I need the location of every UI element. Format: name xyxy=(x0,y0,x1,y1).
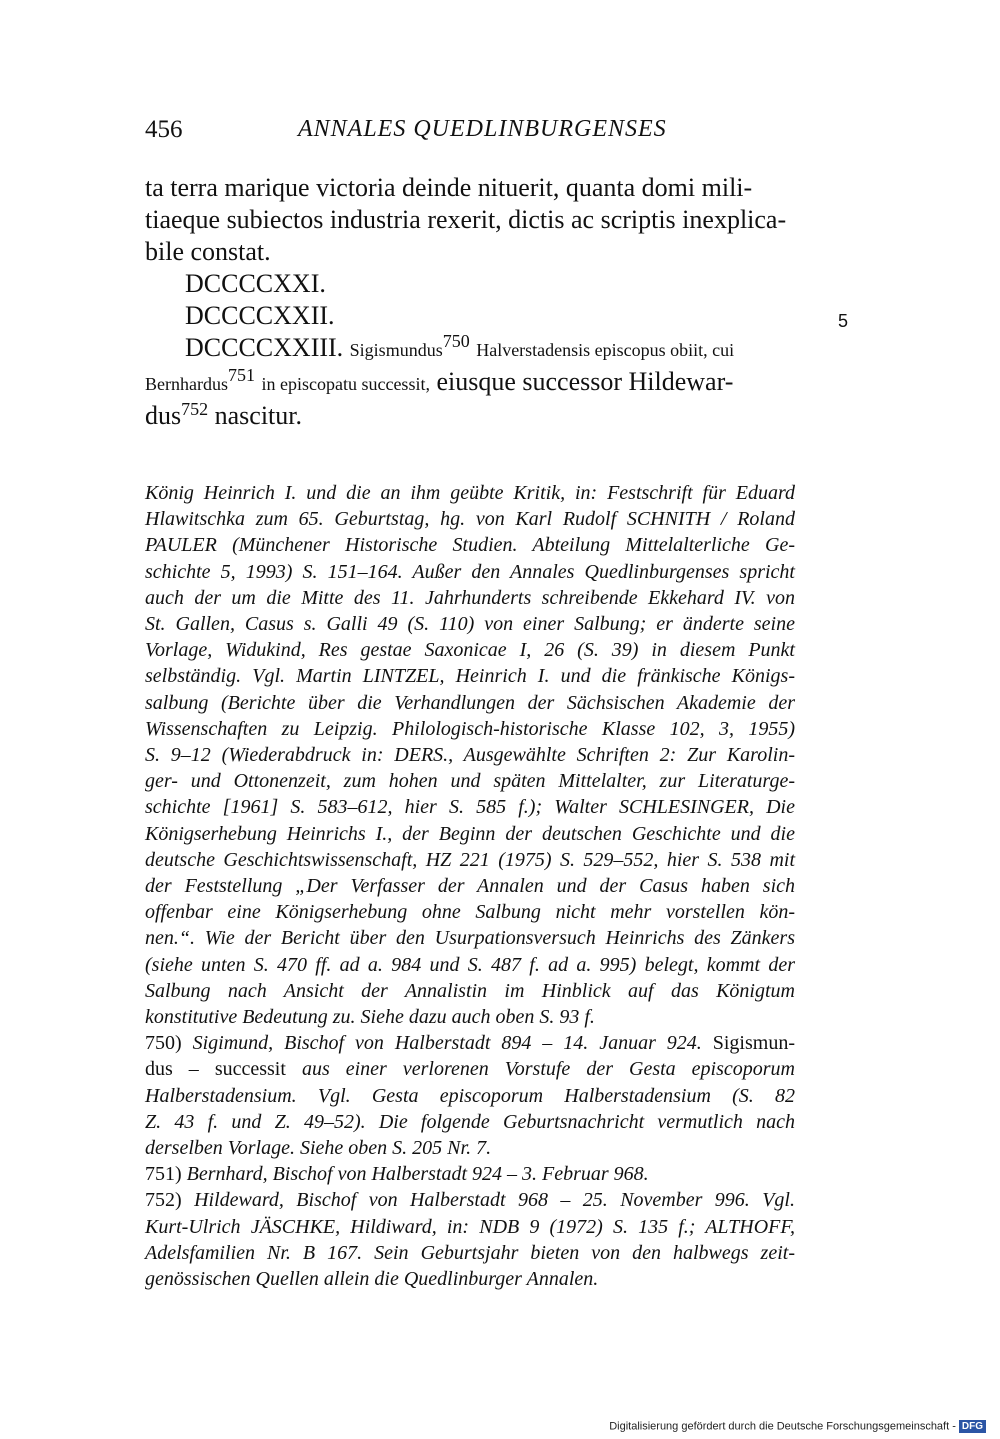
text-line: bile constat. xyxy=(145,237,271,266)
entry-text: nascitur. xyxy=(214,401,302,430)
note-line xyxy=(145,1056,795,1082)
text-line: ta terra marique victoria deinde nituerit, quanta domi mili- xyxy=(145,173,753,202)
entry-text: dus xyxy=(145,401,182,430)
note-line: PAULER (Münchener Historische Studien. Abteilung Mittelalterliche Ge- xyxy=(145,534,795,557)
note-line: Wissenschaften zu Leipzig. Philologisch-historische Klasse 102, 3, 1955) xyxy=(145,717,795,740)
note-lemma: dus – successit xyxy=(145,1058,286,1081)
year-heading-923: DCCCCXXIII. xyxy=(185,333,344,362)
entry-text: Halverstadensis episcopus obiit, cui xyxy=(476,340,735,360)
note-line: Kurt-Ulrich JÄSCHKE, Hildiward, in: NDB 9 (1972) S. 135 f.; ALTHOFF, xyxy=(145,1215,795,1238)
credit-text: Digitalisierung gefördert durch die Deutsche Forschungsgemeinschaft - xyxy=(609,1420,956,1433)
note-line: deutsche Geschichtswissenschaft, HZ 221 (1975) S. 529–552, hier S. 538 mit xyxy=(145,848,795,871)
running-title: ANNALES QUEDLINBURGENSES xyxy=(298,116,667,142)
note-line: genössischen Quellen allein die Quedlinburger Annalen. xyxy=(145,1268,599,1291)
note-text: Bernhard, Bischof von Halberstadt 924 – 3. Februar 968. xyxy=(186,1163,649,1186)
note-line: konstitutive Bedeutung zu. Siehe dazu auch oben S. 93 f. xyxy=(145,1006,595,1029)
note-line: S. 9–12 (Wiederabdruck in: DERS., Ausgewählte Schriften 2: Zur Karolin- xyxy=(145,744,795,767)
note-line: auch der um die Mitte des 11. Jahrhunderts schreibende Ekkehard IV. von xyxy=(145,586,795,609)
note-line: derselben Vorlage. Siehe oben S. 205 Nr. 7. xyxy=(145,1137,492,1160)
note-line: ger- und Ottonenzeit, zum hohen und späten Mittelalter, zur Literaturge- xyxy=(145,770,795,793)
footnote-752 xyxy=(145,1187,795,1213)
footnote-ref-752: 752 xyxy=(181,399,209,419)
entry-text: in episcopatu successit, xyxy=(261,374,430,394)
footnote-751 xyxy=(145,1161,795,1187)
footnotes xyxy=(145,480,795,1292)
note-line: St. Gallen, Casus s. Galli 49 (S. 110) von einer Salbung; er änderte seine xyxy=(145,613,795,636)
note-text: aus einer verlorenen Vorstufe der Gesta episcoporum xyxy=(285,1058,795,1081)
year-entry-923 xyxy=(145,332,795,366)
footnote-ref-750: 750 xyxy=(442,331,470,351)
note-line: Salbung nach Ansicht der Annalistin im Hinblick auf das Königtum xyxy=(145,979,795,1002)
entry-text: Sigismundus xyxy=(349,340,443,360)
footnote-750 xyxy=(145,1030,795,1056)
margin-line-number: 5 xyxy=(838,311,849,331)
note-line: Adelsfamilien Nr. B 167. Sein Geburtsjahr bieten von den halbwegs zeit- xyxy=(145,1241,795,1264)
note-line: salbung (Berichte über die Verhandlungen der Sächsischen Akademie der xyxy=(145,691,795,714)
note-line: der Feststellung „Der Verfasser der Annalen und der Casus haben sich xyxy=(145,875,795,898)
text-line xyxy=(145,366,795,400)
page-header xyxy=(145,116,805,150)
note-lemma: Sigismun- xyxy=(701,1032,795,1055)
note-line: schichte [1961] S. 583–612, hier S. 585 f.); Walter SCHLESINGER, Die xyxy=(145,796,795,819)
text-line: tiaeque subiectos industria rexerit, dictis ac scriptis inexplica- xyxy=(145,205,787,234)
digitization-credit xyxy=(609,1420,986,1433)
note-text: Sigimund, Bischof von Halberstadt 894 – 14. Januar 924. xyxy=(192,1032,702,1055)
note-line: selbständig. Vgl. Martin LINTZEL, Heinrich I. und die fränkische Königs- xyxy=(145,665,795,688)
note-line: Königserhebung Heinrichs I., der Beginn der deutschen Geschichte und die xyxy=(145,822,795,845)
footnote-ref-751: 751 xyxy=(227,365,255,385)
year-heading-921: DCCCCXXI. xyxy=(185,269,326,298)
main-text xyxy=(145,172,795,432)
footnote-number: 751) xyxy=(145,1163,187,1186)
note-line: nen.“. Wie der Bericht über den Usurpationsversuch Heinrichs des Zänkers xyxy=(145,927,795,950)
entry-text: Bernhardus xyxy=(145,374,228,394)
entry-text: eiusque successor Hildewar- xyxy=(436,367,734,396)
note-line: Vorlage, Widukind, Res gestae Saxonicae I, 26 (S. 39) in diesem Punkt xyxy=(145,639,795,662)
note-text: Hildeward, Bischof von Halberstadt 968 – 25. November 996. Vgl. xyxy=(194,1189,795,1212)
text-line xyxy=(145,400,795,432)
note-line: schichte 5, 1993) S. 151–164. Außer den Annales Quedlinburgenses spricht xyxy=(145,560,795,583)
note-line: (siehe unten S. 470 ff. ad a. 984 und S. 487 f. ad a. 995) belegt, kommt der xyxy=(145,953,795,976)
note-line: Z. 43 f. und Z. 49–52). Die folgende Geburtsnachricht vermutlich nach xyxy=(145,1110,795,1133)
note-line: Halberstadensium. Vgl. Gesta episcoporum Halberstadensium (S. 82 xyxy=(145,1084,795,1107)
note-line: Hlawitschka zum 65. Geburtstag, hg. von Karl Rudolf SCHNITH / Roland xyxy=(145,508,795,531)
year-heading-922: DCCCCXXII. xyxy=(185,301,335,330)
dfg-logo: DFG xyxy=(959,1420,986,1433)
note-line: offenbar eine Königserhebung ohne Salbung nicht mehr vorstellen kön- xyxy=(145,901,795,924)
footnote-number: 752) xyxy=(145,1189,195,1212)
footnote-number: 750) xyxy=(145,1032,193,1055)
note-line: König Heinrich I. und die an ihm geübte Kritik, in: Festschrift für Eduard xyxy=(145,482,795,504)
page-number: 456 xyxy=(145,116,183,143)
